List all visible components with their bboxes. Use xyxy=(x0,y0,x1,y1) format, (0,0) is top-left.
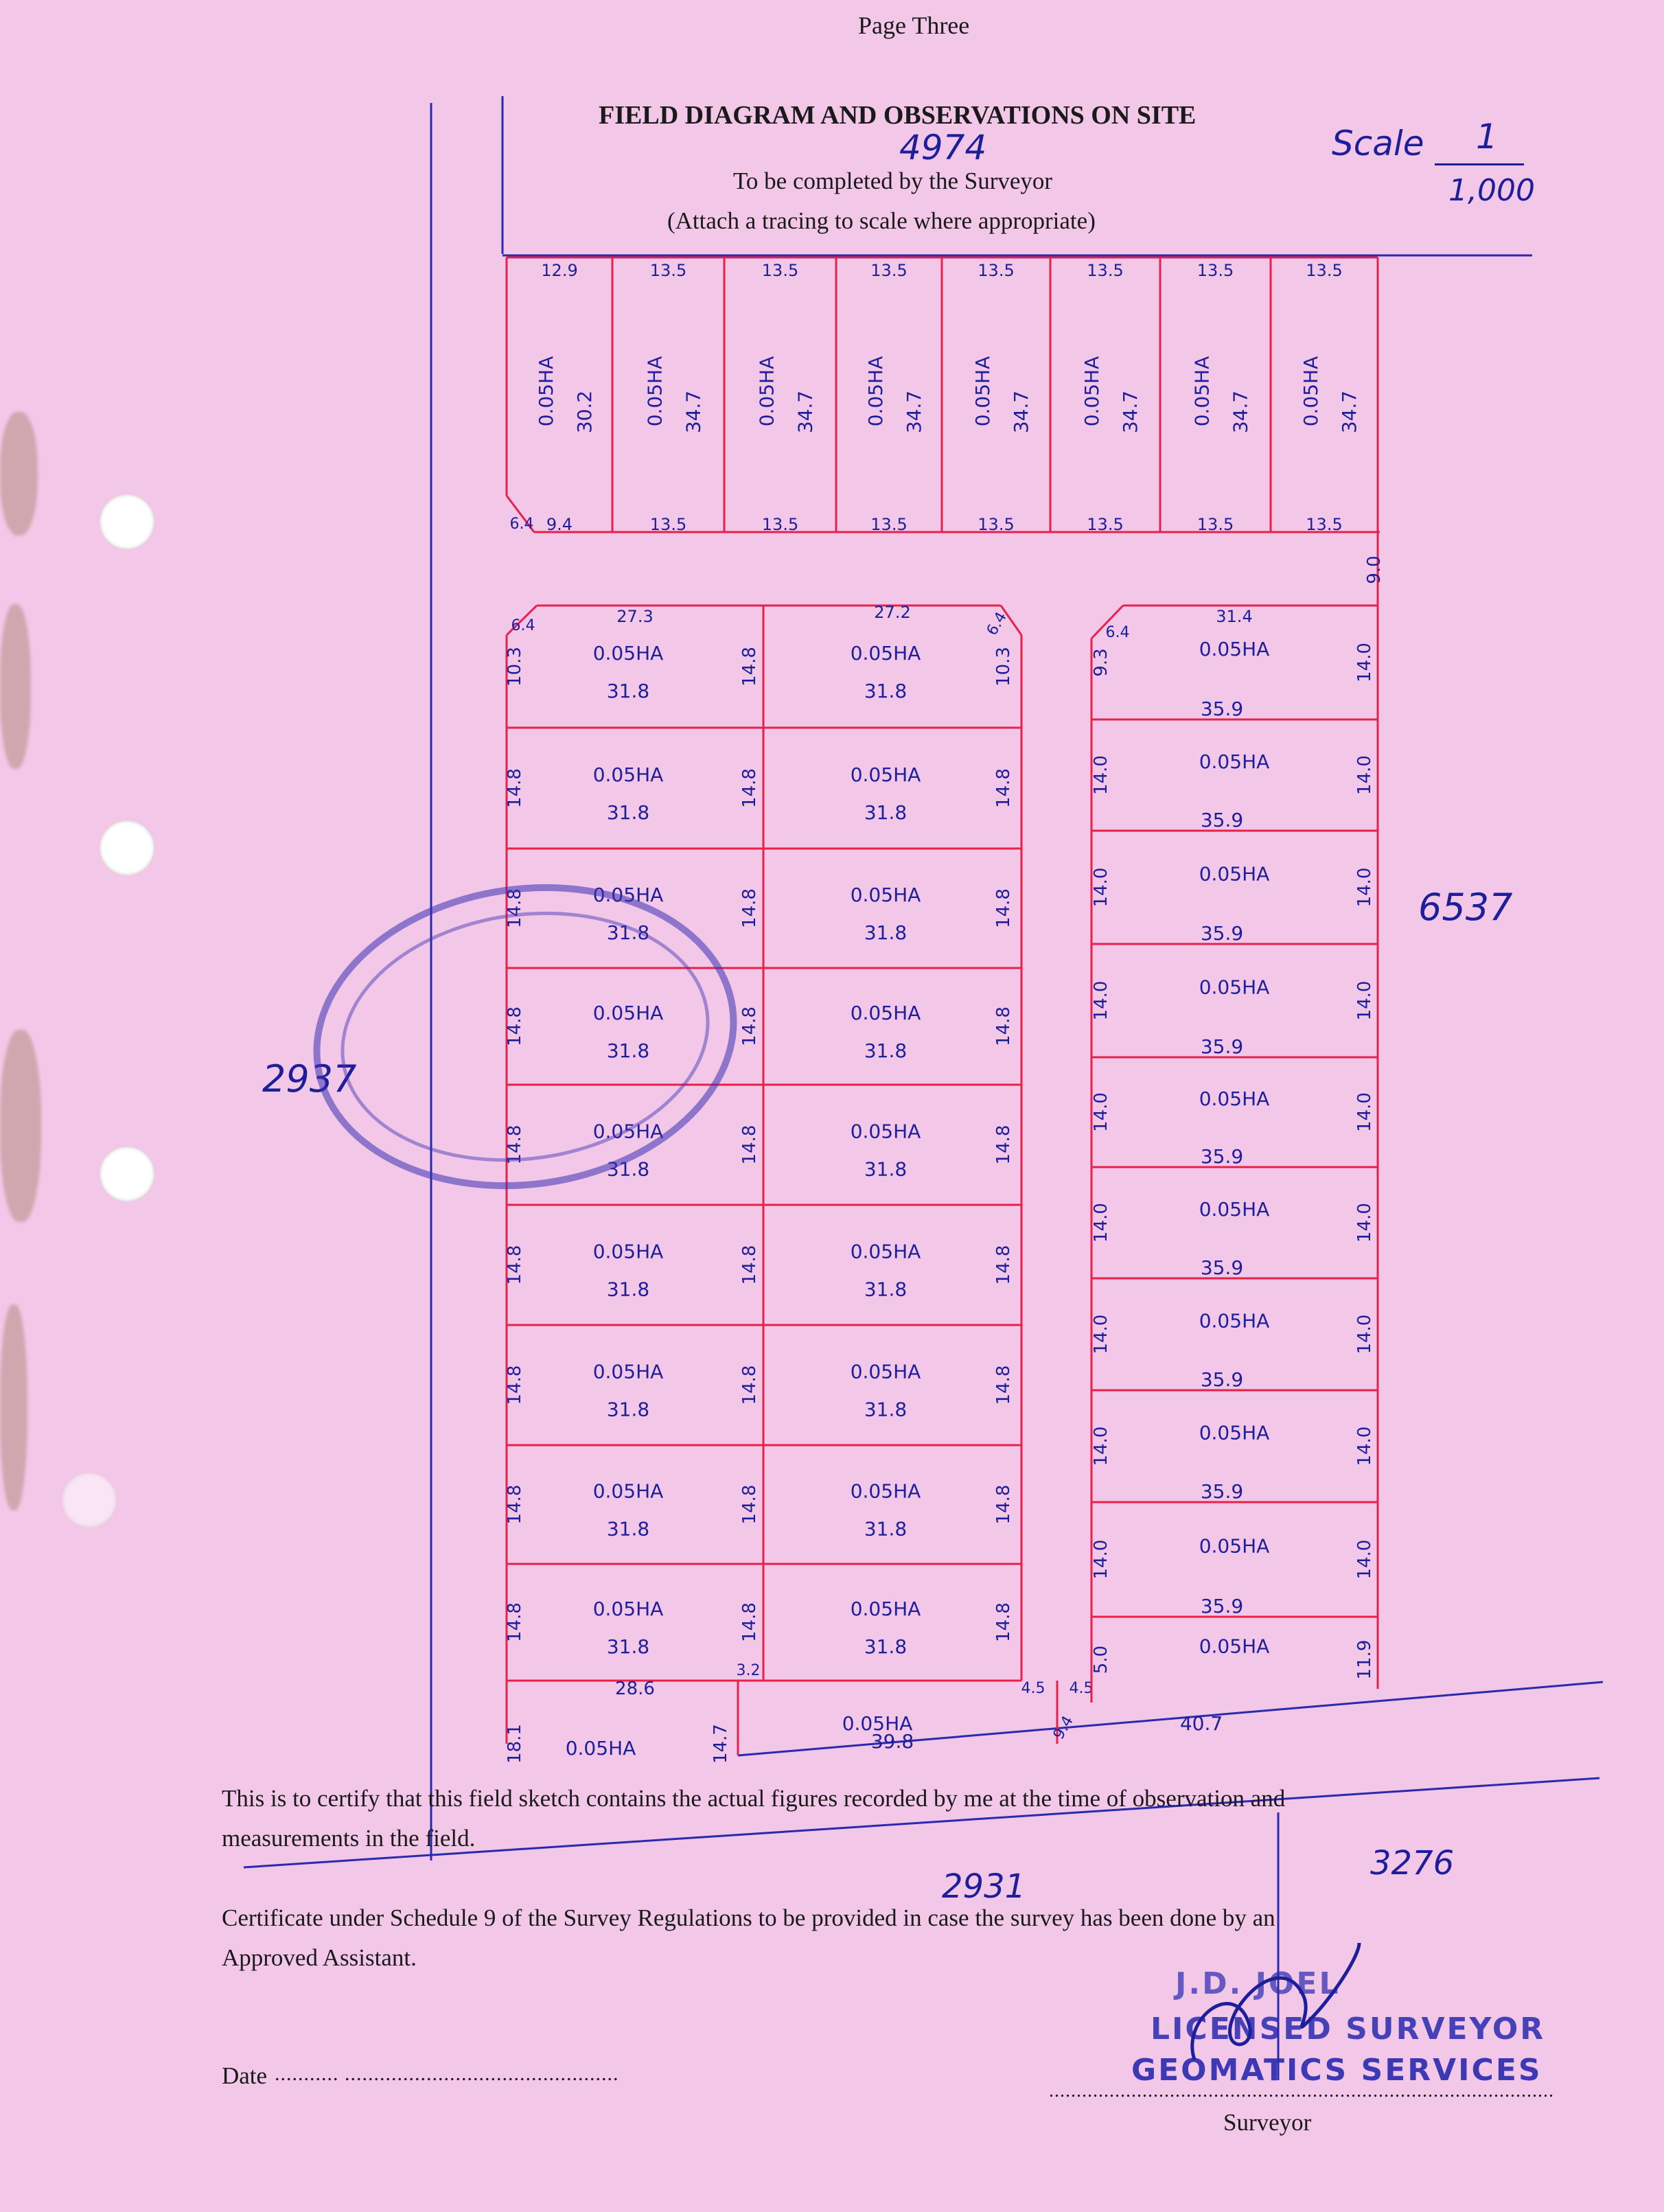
plot-side: 14.8 xyxy=(993,1245,1014,1285)
plot-side: 14.0 xyxy=(1354,867,1375,908)
plot-side: 3.2 xyxy=(736,1662,761,1679)
plot-area: 0.05HA xyxy=(1081,356,1103,427)
plot-side: 14.8 xyxy=(739,647,760,687)
plot-side: 11.9 xyxy=(1354,1639,1375,1680)
chamfer-label: 6.4 xyxy=(1105,624,1130,641)
plot-width: 13.5 xyxy=(1306,515,1343,534)
plot-side: 14.0 xyxy=(1354,1203,1375,1243)
plot-width: 13.5 xyxy=(870,515,908,534)
plot-area: 0.05HA xyxy=(850,884,921,906)
plot-area: 0.05HA xyxy=(971,356,994,427)
plot-area: 0.05HA xyxy=(842,1712,913,1735)
plot-width: 35.9 xyxy=(1200,1368,1244,1391)
plot-area: 0.05HA xyxy=(1199,1421,1270,1444)
plot-side: 14.8 xyxy=(993,1006,1014,1046)
plot-depth: 34.7 xyxy=(1338,390,1361,434)
plot-width: 13.5 xyxy=(649,261,687,280)
plot-width: 31.8 xyxy=(606,1635,650,1658)
scale-denominator: 1,000 xyxy=(1448,173,1535,208)
plot-width: 31.8 xyxy=(606,680,650,702)
plot-side: 14.0 xyxy=(1091,1539,1111,1580)
plot-side: 14.0 xyxy=(1091,980,1111,1021)
plot-area: 0.05HA xyxy=(1199,1534,1270,1558)
plot-side: 14.8 xyxy=(505,1484,525,1525)
page-title: FIELD DIAGRAM AND OBSERVATIONS ON SITE xyxy=(599,101,1197,130)
certify-line-1: This is to certify that this field sketch contains the actual figures recorded by me at the time of observation and xyxy=(222,1785,1286,1812)
plot-width: 31.8 xyxy=(606,1278,650,1301)
parcel-number-top: 4974 xyxy=(899,128,987,168)
stamp-title: LICENSED SURVEYOR xyxy=(1151,2012,1546,2047)
plot-depth: 34.7 xyxy=(1229,390,1252,434)
parcel-number-bottom-right: 3276 xyxy=(1370,1844,1455,1882)
plot-side: 14.8 xyxy=(739,888,760,928)
plot-side: 14.0 xyxy=(1354,1426,1375,1466)
plot-area: 0.05HA xyxy=(1199,1635,1270,1658)
plot-width: 31.8 xyxy=(864,1157,908,1181)
road-width: 9.0 xyxy=(1364,555,1385,584)
plot-side: 9.3 xyxy=(1091,648,1111,677)
plot-width: 13.5 xyxy=(761,515,799,534)
date-line: ........... ............................................... xyxy=(275,2062,619,2085)
plot-side: 14.8 xyxy=(505,888,525,928)
plot-area: 0.05HA xyxy=(1199,750,1270,773)
plot-side: 14.0 xyxy=(1091,1314,1111,1355)
plot-width: 35.9 xyxy=(1200,698,1244,720)
plot-side: 5.0 xyxy=(1091,1645,1111,1674)
plot-side: 14.8 xyxy=(739,1245,760,1285)
plot-area: 0.05HA xyxy=(850,1479,921,1503)
plot-side: 14.8 xyxy=(739,1125,760,1165)
subtitle-surveyor: To be completed by the Surveyor xyxy=(733,168,1053,194)
plot-side: 14.0 xyxy=(1354,1092,1375,1132)
plot-area: 0.05HA xyxy=(755,356,778,427)
plot-width: 35.9 xyxy=(1200,809,1244,831)
plot-side: 14.8 xyxy=(505,1602,525,1642)
plot-side: 14.0 xyxy=(1091,755,1111,795)
plot-side: 14.0 xyxy=(1354,643,1375,682)
parcel-number-right: 6537 xyxy=(1418,886,1513,929)
plot-area: 0.05HA xyxy=(592,1479,664,1503)
plot-side: 14.8 xyxy=(505,1365,525,1405)
plot-area: 0.05HA xyxy=(850,1120,921,1143)
plot-depth: 30.2 xyxy=(573,390,596,434)
plot-width: 31.8 xyxy=(606,921,650,944)
plot-side: 14.8 xyxy=(505,768,525,808)
plot-area: 0.05HA xyxy=(864,356,887,427)
plot-width: 13.5 xyxy=(1306,261,1343,280)
plot-side: 14.8 xyxy=(739,1365,760,1405)
plot-side: 14.8 xyxy=(739,1484,760,1525)
plot-side: 14.8 xyxy=(505,1125,525,1165)
plot-side: 14.8 xyxy=(993,1602,1014,1642)
surveyor-signature xyxy=(1153,1936,1400,2073)
plot-area: 0.05HA xyxy=(1199,1087,1270,1110)
plot-width: 13.5 xyxy=(1087,261,1124,280)
date-label: Date xyxy=(222,2062,268,2089)
plot-side: 14.8 xyxy=(739,1006,760,1046)
plot-side: 14.8 xyxy=(993,888,1014,928)
plot-area: 0.05HA xyxy=(592,1598,664,1620)
plot-width: 39.8 xyxy=(870,1730,914,1753)
plot-width: 31.8 xyxy=(864,801,908,824)
subtitle-tracing: (Attach a tracing to scale where appropriate) xyxy=(667,207,1096,234)
plot-area: 0.05HA xyxy=(850,642,921,665)
plot-width: 31.8 xyxy=(606,1039,650,1062)
plot-side: 14.7 xyxy=(710,1724,731,1764)
plot-width: 13.5 xyxy=(1087,515,1124,534)
plot-depth: 34.7 xyxy=(1010,390,1032,434)
plot-width: 35.9 xyxy=(1200,1145,1244,1168)
plot-side: 4.5 xyxy=(1069,1680,1094,1697)
plot-area: 0.05HA xyxy=(592,1002,664,1024)
plot-width: 27.2 xyxy=(874,603,911,622)
plot-side: 14.0 xyxy=(1354,1539,1375,1580)
plot-width: 35.9 xyxy=(1200,922,1244,945)
plot-side: 14.0 xyxy=(1354,1314,1375,1355)
plot-area: 0.05HA xyxy=(1190,356,1214,427)
plot-depth: 34.7 xyxy=(1119,390,1142,434)
plot-width: 13.5 xyxy=(978,261,1015,280)
plot-area: 0.05HA xyxy=(1199,862,1270,886)
plot-side: 9.4 xyxy=(1050,1713,1077,1743)
plot-side: 14.8 xyxy=(993,1125,1014,1165)
plot-width: 31.8 xyxy=(864,1039,908,1062)
plot-area: 0.05HA xyxy=(1199,976,1270,999)
plot-side: 14.8 xyxy=(993,1365,1014,1405)
plot-width: 35.9 xyxy=(1200,1595,1244,1617)
schedule-line-1: Certificate under Schedule 9 of the Survey Regulations to be provided in case the survey has been done by an xyxy=(222,1904,1275,1931)
plot-side: 10.3 xyxy=(505,647,525,687)
plot-area: 0.05HA xyxy=(535,356,557,427)
plot-area: 0.05HA xyxy=(592,884,664,906)
plot-side: 14.0 xyxy=(1354,755,1375,795)
plot-width: 9.4 xyxy=(546,515,573,534)
plot-width: 13.5 xyxy=(1197,515,1234,534)
plot-depth: 34.7 xyxy=(682,390,705,434)
plot-area: 0.05HA xyxy=(1199,638,1270,660)
scale-numerator: 1 xyxy=(1476,117,1498,157)
plot-side: 4.5 xyxy=(1021,1680,1045,1697)
plot-width: 31.8 xyxy=(606,801,650,824)
plot-width: 31.8 xyxy=(606,1157,650,1181)
plot-width: 35.9 xyxy=(1200,1480,1244,1503)
plot-width: 31.8 xyxy=(606,1398,650,1421)
plot-width: 13.5 xyxy=(1197,261,1234,280)
plot-side: 14.8 xyxy=(993,1484,1014,1525)
plot-area: 0.05HA xyxy=(592,1240,664,1263)
plot-depth: 34.7 xyxy=(794,390,817,434)
plot-side: 14.8 xyxy=(505,1245,525,1285)
surveyor-label: Surveyor xyxy=(1223,2109,1312,2136)
plot-width: 31.8 xyxy=(864,921,908,944)
plot-width: 40.7 xyxy=(1179,1712,1223,1735)
plot-side: 18.1 xyxy=(505,1724,525,1764)
chamfer-label: 6.4 xyxy=(511,617,535,634)
plot-width: 35.9 xyxy=(1200,1035,1244,1058)
plot-area: 0.05HA xyxy=(565,1737,636,1760)
plot-side: 10.3 xyxy=(993,647,1014,687)
chamfer-label: 6.4 xyxy=(983,609,1010,639)
plot-width: 28.6 xyxy=(615,1679,655,1699)
schedule-line-2: Approved Assistant. xyxy=(222,1944,417,1971)
stamp-name: J.D. JOEL xyxy=(1175,1966,1341,2001)
plot-area: 0.05HA xyxy=(1199,1309,1270,1333)
plot-side: 14.0 xyxy=(1091,1426,1111,1466)
plot-side: 14.0 xyxy=(1091,1203,1111,1243)
parcel-number-bottom-left: 2931 xyxy=(942,1867,1026,1906)
certify-line-2: measurements in the field. xyxy=(222,1825,476,1852)
plot-depth: 34.7 xyxy=(903,390,925,434)
plot-width: 31.8 xyxy=(864,1635,908,1658)
plot-area: 0.05HA xyxy=(592,763,664,786)
plot-width: 31.8 xyxy=(864,1278,908,1301)
plot-width: 31.8 xyxy=(606,1517,650,1541)
plot-area: 0.05HA xyxy=(592,1360,664,1383)
stamp-company: GEOMATICS SERVICES xyxy=(1131,2053,1542,2088)
plot-width: 35.9 xyxy=(1200,1256,1244,1279)
plot-side: 14.8 xyxy=(505,1006,525,1046)
chamfer-label: 6.4 xyxy=(509,516,534,533)
plot-area: 0.05HA xyxy=(643,356,667,427)
page-label: Page Three xyxy=(858,12,970,39)
plot-width: 12.9 xyxy=(541,261,578,280)
plot-width: 13.5 xyxy=(649,515,687,534)
plot-side: 14.8 xyxy=(739,768,760,808)
plot-area: 0.05HA xyxy=(850,1598,921,1620)
plot-area: 0.05HA xyxy=(850,1360,921,1383)
plot-area: 0.05HA xyxy=(592,642,664,665)
plot-area: 0.05HA xyxy=(1299,356,1322,427)
plot-area: 0.05HA xyxy=(1199,1198,1270,1221)
plot-side: 14.8 xyxy=(739,1602,760,1642)
plot-side: 14.0 xyxy=(1091,867,1111,908)
plot-width: 31.8 xyxy=(864,1398,908,1421)
plot-width: 13.5 xyxy=(978,515,1015,534)
plot-width: 31.4 xyxy=(1216,607,1253,626)
plot-side: 14.0 xyxy=(1354,980,1375,1021)
plot-area: 0.05HA xyxy=(850,1240,921,1263)
plot-area: 0.05HA xyxy=(592,1120,664,1143)
plot-width: 31.8 xyxy=(864,680,908,702)
plot-width: 31.8 xyxy=(864,1517,908,1541)
scale-label: Scale xyxy=(1332,124,1424,163)
plot-width: 13.5 xyxy=(761,261,799,280)
plot-area: 0.05HA xyxy=(850,763,921,786)
plot-side: 14.8 xyxy=(993,768,1014,808)
plot-width: 13.5 xyxy=(870,261,908,280)
plot-side: 14.0 xyxy=(1091,1092,1111,1132)
plot-width: 27.3 xyxy=(616,607,654,626)
plot-area: 0.05HA xyxy=(850,1002,921,1024)
signature-line: ............................................................................................ xyxy=(1049,2080,1554,2101)
parcel-number-left: 2937 xyxy=(262,1057,357,1101)
